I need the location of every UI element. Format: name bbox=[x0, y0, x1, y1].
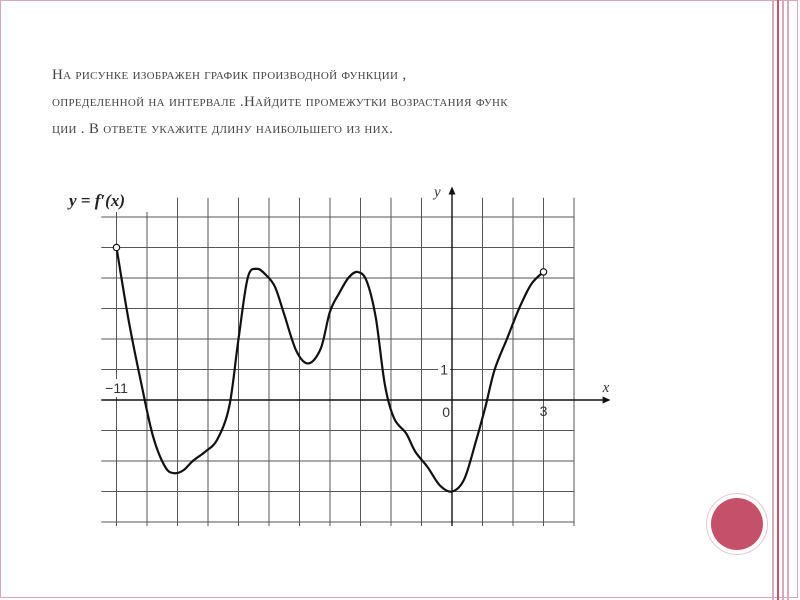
derivative-chart bbox=[55, 170, 615, 540]
frame-line-accent bbox=[777, 0, 779, 600]
decorative-circle bbox=[711, 498, 763, 550]
task-text-line: определенной на интервале .Найдите промежутки возрастания функ bbox=[52, 94, 508, 110]
y-axis-arrow bbox=[449, 187, 456, 195]
x-tick-label: 0 bbox=[442, 404, 450, 420]
task-text bbox=[52, 62, 732, 143]
y-tick-label: 1 bbox=[440, 361, 448, 378]
task-text-line: ции . В ответе укажите длину наибольшего из них. bbox=[52, 121, 394, 137]
open-endpoint bbox=[540, 269, 546, 275]
y-axis-label: y bbox=[434, 184, 441, 201]
open-endpoint bbox=[113, 244, 119, 250]
chart-svg bbox=[55, 170, 615, 540]
frame-line bbox=[787, 0, 789, 600]
frame-line bbox=[782, 0, 784, 600]
frame-line bbox=[772, 0, 774, 600]
grid bbox=[101, 198, 574, 526]
x-tick-label: −11 bbox=[105, 380, 128, 396]
task-text-line: На рисунке изображен график производной функции , bbox=[52, 67, 407, 83]
x-axis-arrow bbox=[603, 397, 611, 404]
chart-title: y = f′(x) bbox=[69, 191, 125, 210]
x-axis-label: x bbox=[602, 380, 610, 396]
x-tick-label: 3 bbox=[539, 403, 548, 419]
